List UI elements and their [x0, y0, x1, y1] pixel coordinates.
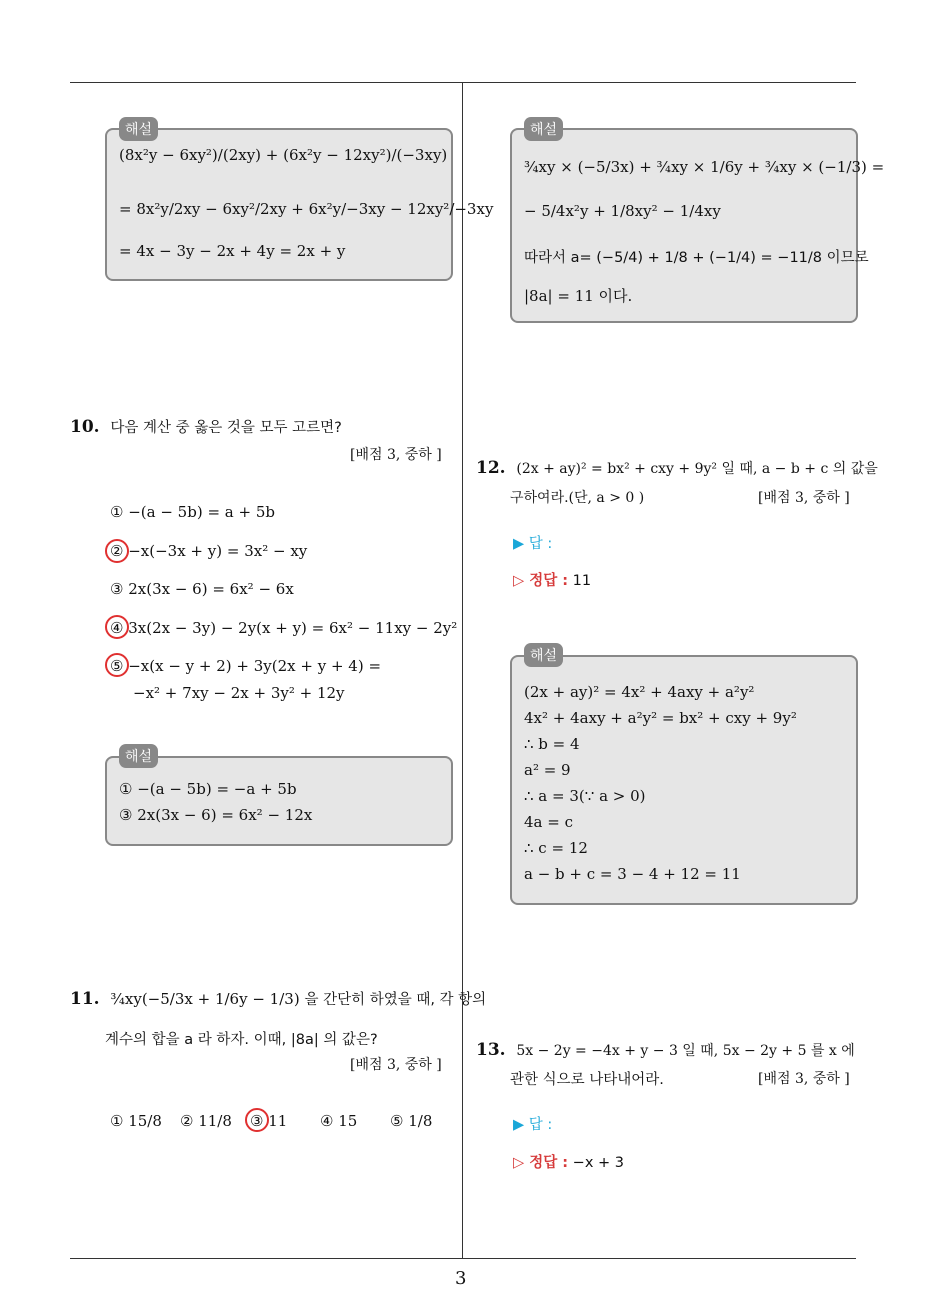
solution-line: 4x² + 4axy + a²y² = bx² + cxy + 9y² [524, 709, 797, 727]
choice-4[interactable]: ④ 3x(2x − 3y) − 2y(x + y) = 6x² − 11xy − 2y² [110, 619, 458, 637]
question-meta: [배점 3, 중하 ] [350, 1057, 442, 1073]
choice-5-continued: −x² + 7xy − 2x + 3y² + 12y [133, 684, 345, 702]
answer-circle-mark [105, 539, 129, 563]
solution-line: ∴ b = 4 [524, 735, 580, 753]
correct-answer-label: ▷ 정답 : [513, 1155, 569, 1171]
solution-box-q9 [105, 128, 494, 281]
answer-circle-mark [105, 615, 129, 639]
solution-box-q12 [510, 655, 858, 905]
solution-box-q11 [510, 128, 885, 323]
solution-tag: 해설 [524, 117, 563, 141]
solution-line: (2x + ay)² = 4x² + 4axy + a²y² [524, 683, 755, 701]
question-13-stem [476, 1040, 855, 1060]
question-text-line2: 구하여라.(단, a > 0 ) [510, 490, 645, 506]
solution-line: = 8x²y/2xy − 6xy²/2xy + 6x²y/−3xy − 12xy²/−3xy [119, 200, 494, 218]
question-12-stem [476, 458, 878, 478]
choice-5[interactable]: ⑤ 1/8 [390, 1112, 433, 1130]
solution-box-q10 [105, 756, 453, 846]
answer-field[interactable]: ▶ 답 : [513, 536, 553, 552]
question-meta: [배점 3, 중하 ] [758, 1071, 850, 1087]
solution-line: = 4x − 3y − 2x + 4y = 2x + y [119, 242, 346, 260]
solution-line: 4a = c [524, 813, 573, 831]
column-divider [462, 82, 463, 1258]
solution-line: − 5/4x²y + 1/8xy² − 1/4xy [524, 202, 721, 220]
solution-line: ∴ c = 12 [524, 839, 588, 857]
solution-line: ∴ a = 3(∵ a > 0) [524, 787, 646, 805]
choice-2[interactable]: ② −x(−3x + y) = 3x² − xy [110, 542, 308, 560]
question-number: 10. [70, 417, 100, 437]
page-number: 3 [455, 1268, 467, 1289]
correct-answer-value: −x + 3 [572, 1155, 624, 1171]
question-number: 12. [476, 458, 506, 478]
correct-answer [513, 569, 591, 590]
bottom-rule [70, 1258, 856, 1259]
solution-tag: 해설 [119, 117, 158, 141]
question-number: 11. [70, 989, 100, 1009]
solution-line: (8x²y − 6xy²)/(2xy) + (6x²y − 12xy²)/(−3xy) [119, 146, 448, 164]
solution-line: a − b + c = 3 − 4 + 12 = 11 [524, 865, 741, 883]
answer-circle-mark [105, 653, 129, 677]
answer-circle-mark [245, 1108, 269, 1132]
choice-4[interactable]: ④ 15 [320, 1112, 358, 1130]
question-text-line2: 관한 식으로 나타내어라. [510, 1072, 664, 1088]
correct-answer-label: ▷ 정답 : [513, 573, 569, 589]
question-10-stem [70, 416, 342, 437]
solution-tag: 해설 [119, 744, 158, 768]
question-meta: [배점 3, 중하 ] [758, 490, 850, 506]
solution-line: a² = 9 [524, 761, 571, 779]
choice-3[interactable]: ③ 2x(3x − 6) = 6x² − 6x [110, 580, 294, 598]
answer-field[interactable]: ▶ 답 : [513, 1117, 553, 1133]
solution-line: 따라서 a= (−5/4) + 1/8 + (−1/4) = −11/8 이므로 [524, 250, 869, 266]
solution-line: ① −(a − 5b) = −a + 5b [119, 780, 297, 798]
choice-2[interactable]: ② 11/8 [180, 1112, 232, 1130]
question-expression: ¾xy(−5/3x + 1/6y − 1/3) [110, 990, 300, 1008]
choice-1[interactable]: ① 15/8 [110, 1112, 162, 1130]
solution-line: |8a| = 11 이다. [524, 287, 633, 305]
question-number: 13. [476, 1040, 506, 1060]
choice-5[interactable]: ⑤ −x(x − y + 2) + 3y(2x + y + 4) = [110, 657, 382, 675]
solution-tag: 해설 [524, 643, 563, 667]
solution-line: ¾xy × (−5/3x) + ¾xy × 1/6y + ¾xy × (−1/3) = [524, 158, 885, 176]
question-11-stem [70, 988, 486, 1009]
correct-answer [513, 1151, 624, 1172]
correct-answer-value: 11 [572, 573, 592, 589]
question-text: 을 간단히 하였을 때, 각 항의 [304, 992, 487, 1008]
question-text: (2x + ay)² = bx² + cxy + 9y² 일 때, a − b + c 의 값을 [516, 461, 878, 477]
top-rule [70, 82, 856, 83]
solution-line: ③ 2x(3x − 6) = 6x² − 12x [119, 806, 313, 824]
question-text: 다음 계산 중 옳은 것을 모두 고르면? [110, 420, 342, 436]
question-text: 5x − 2y = −4x + y − 3 일 때, 5x − 2y + 5 를 x 에 [516, 1043, 855, 1059]
choice-3[interactable]: ③ 11 [250, 1112, 288, 1130]
question-text-line2: 계수의 합을 a 라 하자. 이때, |8a| 의 값은? [105, 1032, 378, 1048]
question-meta: [배점 3, 중하 ] [350, 447, 442, 463]
choice-1[interactable]: ① −(a − 5b) = a + 5b [110, 503, 275, 521]
